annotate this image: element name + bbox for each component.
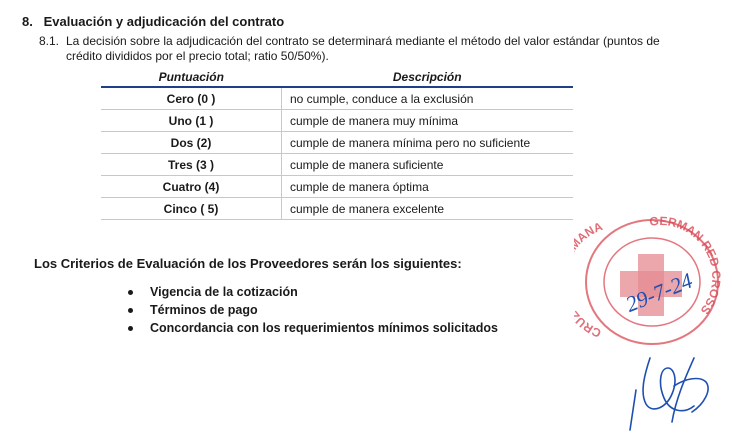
description-cell: cumple de manera muy mínima bbox=[282, 110, 574, 132]
header-descripcion: Descripción bbox=[282, 67, 574, 87]
scoring-table bbox=[101, 67, 573, 220]
score-cell: Dos (2) bbox=[101, 132, 282, 154]
description-cell: cumple de manera suficiente bbox=[282, 154, 574, 176]
header-puntuacion: Puntuación bbox=[101, 67, 282, 87]
table-row bbox=[101, 132, 573, 154]
score-cell: Cuatro (4) bbox=[101, 176, 282, 198]
table-header-row bbox=[101, 67, 573, 87]
red-cross-stamp bbox=[574, 208, 724, 438]
criteria-item-label: Vigencia de la cotización bbox=[150, 285, 298, 299]
subsection-number: 8.1. bbox=[39, 34, 60, 48]
stamp-seal-icon bbox=[574, 208, 724, 438]
subsection-line-1: La decisión sobre la adjudicación del contrato se determinará mediante el método del valor estándar (puntos de bbox=[66, 34, 660, 48]
table-row bbox=[101, 110, 573, 132]
table-row bbox=[101, 176, 573, 198]
signature-icon bbox=[630, 358, 708, 430]
section-title: Evaluación y adjudicación del contrato bbox=[43, 14, 285, 29]
subsection-line-2: crédito divididos por el precio total; ratio 50/50%). bbox=[66, 49, 329, 63]
bullet-icon bbox=[128, 326, 133, 331]
criteria-heading: Los Criterios de Evaluación de los Proveedores serán los siguientes: bbox=[34, 256, 462, 271]
description-cell: cumple de manera mínima pero no suficiente bbox=[282, 132, 574, 154]
criteria-list bbox=[128, 283, 498, 337]
bullet-icon bbox=[128, 290, 133, 295]
criteria-item-label: Términos de pago bbox=[150, 303, 258, 317]
score-cell: Cero (0 ) bbox=[101, 87, 282, 110]
list-item bbox=[128, 283, 498, 301]
score-cell: Uno (1 ) bbox=[101, 110, 282, 132]
score-cell: Cinco ( 5) bbox=[101, 198, 282, 220]
subsection-paragraph bbox=[39, 34, 679, 64]
list-item bbox=[128, 301, 498, 319]
stamp-text-left: CRU ANA bbox=[574, 219, 605, 341]
score-cell: Tres (3 ) bbox=[101, 154, 282, 176]
table-row bbox=[101, 87, 573, 110]
criteria-item-label: Concordancia con los requerimientos mínimos solicitados bbox=[150, 321, 498, 335]
table-row bbox=[101, 154, 573, 176]
list-item bbox=[128, 319, 498, 337]
section-number: 8. bbox=[22, 14, 33, 29]
table-row bbox=[101, 198, 573, 220]
section-heading bbox=[22, 14, 284, 29]
description-cell: cumple de manera óptima bbox=[282, 176, 574, 198]
description-cell: no cumple, conduce a la exclusión bbox=[282, 87, 574, 110]
bullet-icon bbox=[128, 308, 133, 313]
stamp-text-right: GERMAN RED CROSS bbox=[648, 213, 724, 317]
description-cell: cumple de manera excelente bbox=[282, 198, 574, 220]
svg-text:CRUZ ROJA ALEMANA bbox=[574, 219, 605, 340]
handwritten-date: 29-7-24 bbox=[622, 267, 696, 317]
